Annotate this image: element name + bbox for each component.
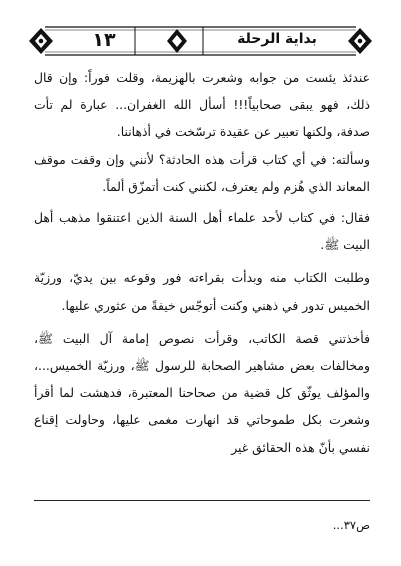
footnote: ص٣٧... bbox=[332, 518, 370, 532]
page-header bbox=[27, 24, 374, 58]
page-number: ١٣ bbox=[92, 29, 116, 51]
center-ornament-icon bbox=[135, 27, 203, 55]
paragraph-5: فأخذتني قصة الكاتب، وقرأت نصوص إمامة آل البيت ﷺ، ومخالفات بعض مشاهير الصحابة للرسول ﷺ، ورزيّة الخميس...، والمؤلف يوثّق كل قضية من صحاحنا المعتبرة، فدهشت لما أقرأ وشعرت بكل طموحاتي قد انهارت مغمى عليها، وحاولت إقناع نفسي بأنّ هذه الحقائق غير bbox=[34, 330, 370, 455]
paragraph-3: فقال: في كتاب لأحد علماء أهل السنة الذين اعتنقوا مذهب أهل البيت ﷺ. bbox=[34, 210, 370, 253]
paragraph-4: وطلبت الكتاب منه وبدأت بقراءته فور وقوعه بين يديّ، ورزيّة الخميس تدور في ذهني وكنت أتوجّس خيفةً من عثوري عليها. bbox=[34, 270, 370, 313]
paragraph-2: وسألته: في أي كتاب قرأت هذه الحادثة؟ لأنني وإن وقفت موقف المعاند الذي هُزم ولم يعترف، لكنني كنت أتمزّق ألماً. bbox=[34, 151, 370, 194]
paragraph-1: عندئذ يئست من جوابه وشعرت بالهزيمة، وقلت فوراً: وإن قال ذلك، فهو يبقى صحابياً!!! أسأل الله الغفران... عبارة لم تأت صدفة، ولكنها تعبير عن عقيدة ترسّخت في أذهاننا. bbox=[34, 70, 370, 140]
chapter-title: بداية الرحلة bbox=[237, 31, 317, 47]
left-ornament-icon bbox=[29, 28, 53, 54]
footnote-divider bbox=[34, 500, 370, 501]
main-text bbox=[34, 64, 370, 461]
right-ornament-icon bbox=[348, 28, 372, 54]
